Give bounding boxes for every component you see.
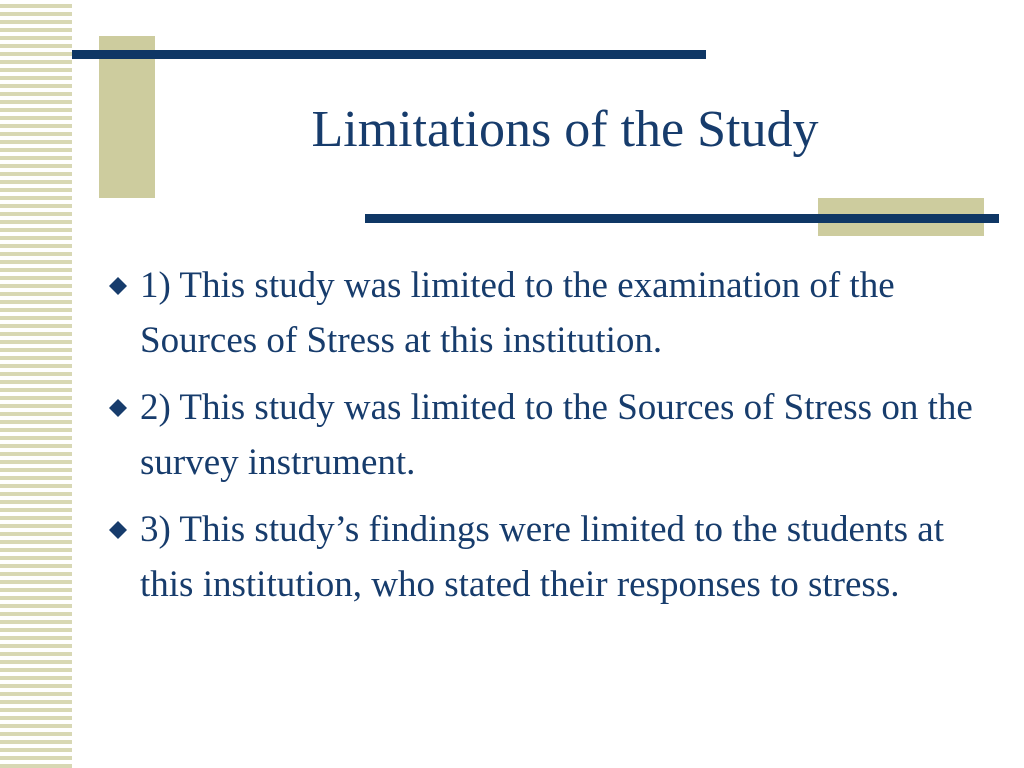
bullet-item <box>104 502 974 612</box>
bullet-list <box>104 258 974 624</box>
diamond-bullet-icon <box>108 276 128 296</box>
bullet-text: 2) This study was limited to the Sources of Stress on the survey instrument. <box>140 387 973 483</box>
title-rule-top <box>72 50 706 59</box>
decorative-block-top <box>99 36 155 198</box>
diamond-bullet-icon <box>108 520 128 540</box>
title-rule-bottom <box>365 214 999 223</box>
bullet-item <box>104 258 974 368</box>
slide-title: Limitations of the Study <box>311 101 819 158</box>
bullet-item <box>104 380 974 490</box>
decorative-stripes <box>0 0 72 768</box>
bullet-text: 1) This study was limited to the examination of the Sources of Stress at this institution. <box>140 265 895 361</box>
diamond-bullet-icon <box>108 398 128 418</box>
bullet-text: 3) This study’s findings were limited to the students at this institution, who stated their responses to stress. <box>140 509 944 605</box>
